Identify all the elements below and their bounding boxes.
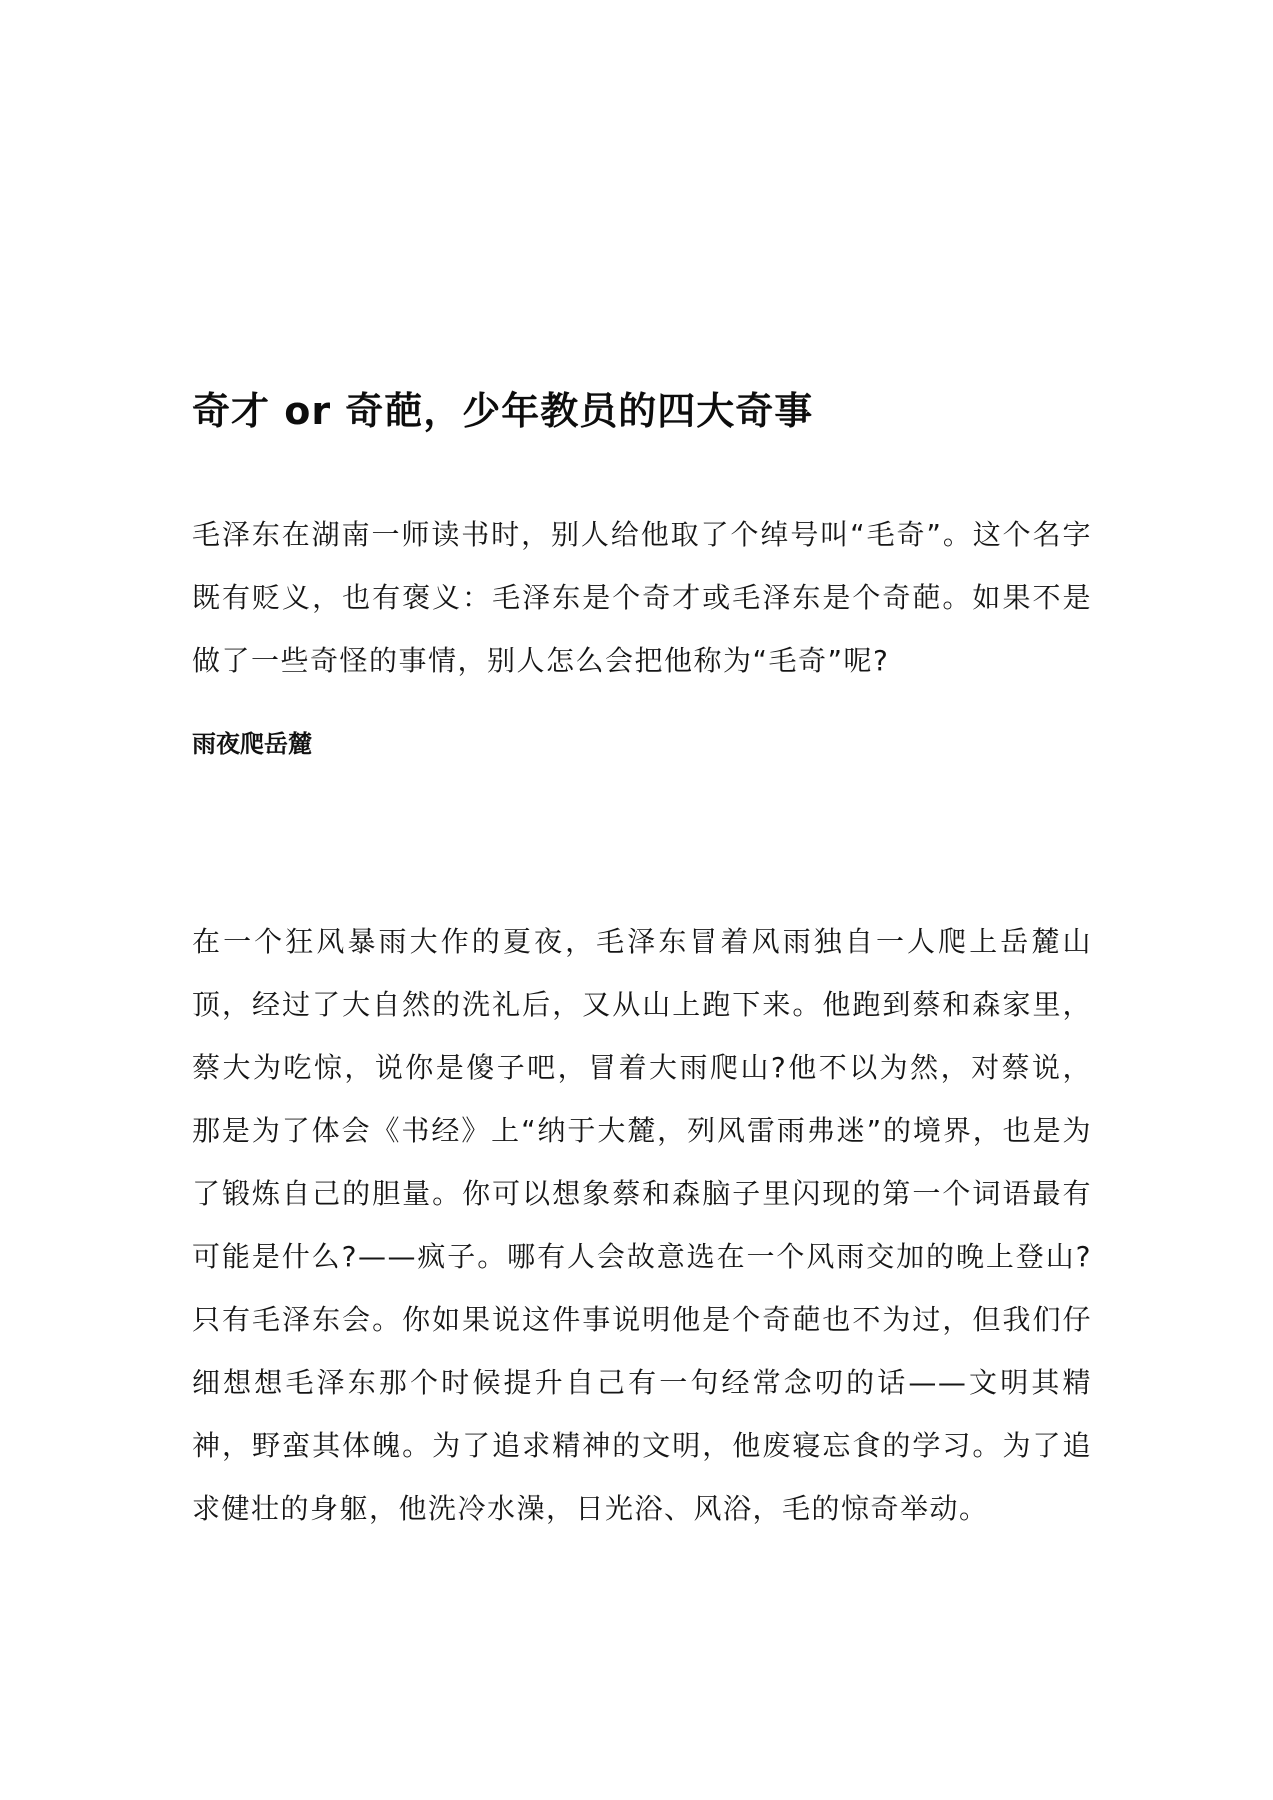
section-paragraph: 在一个狂风暴雨大作的夏夜，毛泽东冒着风雨独自一人爬上岳麓山顶，经过了大自然的洗礼后，又从山上跑下来。他跑到蔡和森家里，蔡大为吃惊，说你是傻子吧，冒着大雨爬山?他不以为然，对蔡说，那是为了体会《书经》上“纳于大麓，列风雷雨弗迷”的境界，也是为了锻炼自己的胆量。你可以想象蔡和森脑子里闪现的第一个词语最有可能是什么?——疯子。哪有人会故意选在一个风雨交加的晚上登山?只有毛泽东会。你如果说这件事说明他是个奇葩也不为过，但我们仔细想想毛泽东那个时候提升自己有一句经常念叨的话——文明其精神，野蛮其体魄。为了追求精神的文明，他废寝忘食的学习。为了追求健壮的身躯，他洗冷水澡，日光浴、风浴，毛的惊奇举动。 xyxy=(192,925,1092,1525)
article-title: 奇才 or 奇葩，少年教员的四大奇事 xyxy=(192,389,814,433)
article-content xyxy=(192,385,1092,1540)
section-heading: 雨夜爬岳麓 xyxy=(192,730,312,758)
intro-paragraph: 毛泽东在湖南一师读书时，别人给他取了个绰号叫“毛奇”。这个名字既有贬义，也有褒义：毛泽东是个奇才或毛泽东是个奇葩。如果不是做了一些奇怪的事情，别人怎么会把他称为“毛奇”呢? xyxy=(192,518,1092,677)
